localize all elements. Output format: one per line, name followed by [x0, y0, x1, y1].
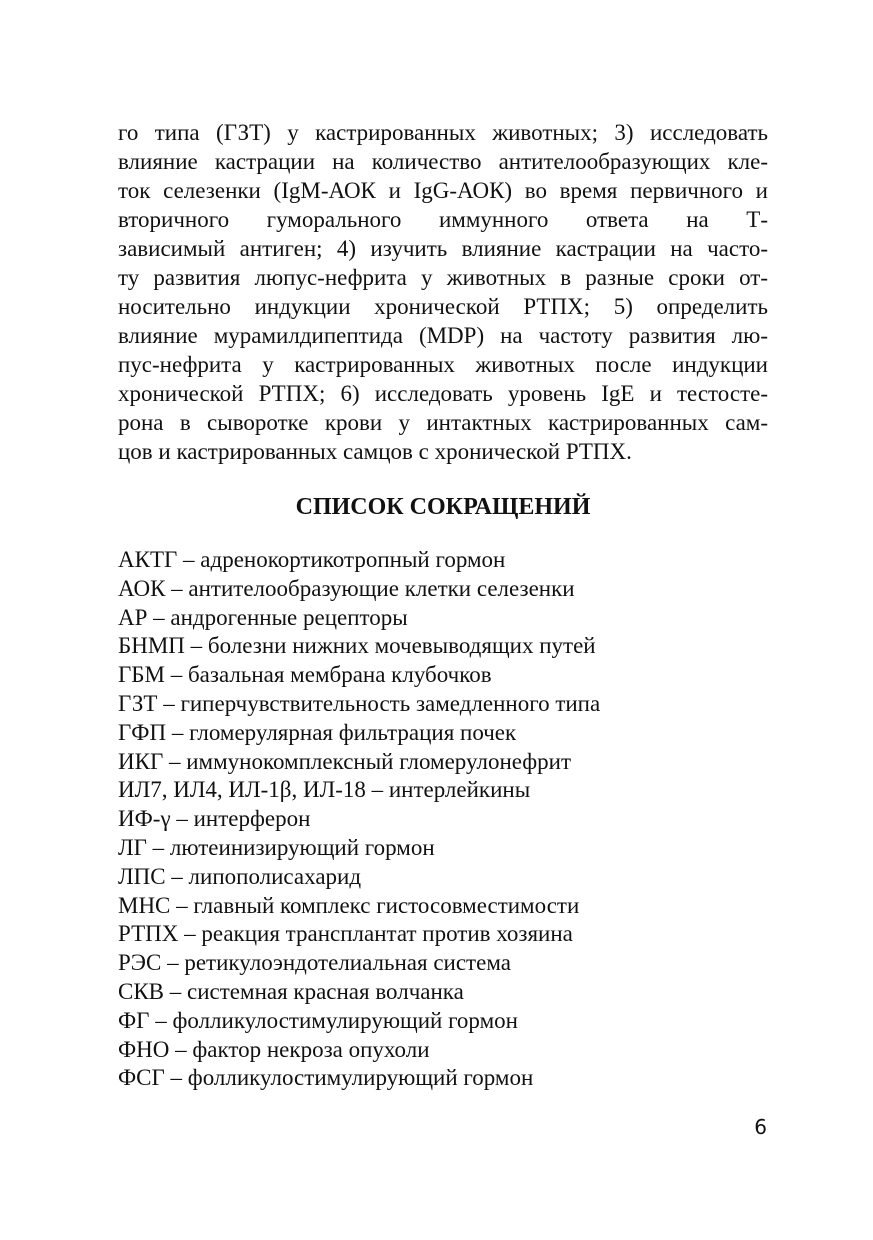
abbreviation-item: СКВ – системная красная волчанка — [118, 978, 464, 1004]
paragraph-line: цов и кастрированных самцов с хронической РТПХ. — [118, 439, 632, 464]
abbreviations-list — [118, 546, 768, 1093]
paragraph-line: пус-нефрита у кастрированных животных после индукции — [118, 352, 768, 377]
abbreviation-item: БНМП – болезни нижних мочевыводящих путей — [118, 633, 596, 659]
paragraph-line: рона в сыворотке крови у интактных кастрированных сам- — [118, 410, 768, 435]
abbreviation-item: ФНО – фактор некроза опухоли — [118, 1036, 430, 1062]
paragraph-line: влияние кастрации на количество антителообразующих кле- — [118, 149, 768, 174]
abbreviation-item: ЛПС – липополисахарид — [118, 863, 362, 889]
paragraph-line: носительно индукции хронической РТПХ; 5) определить — [118, 294, 768, 319]
abbreviation-item: АР – андрогенные рецепторы — [118, 604, 408, 630]
paragraph-line: зависимый антиген; 4) изучить влияние кастрации на часто- — [118, 236, 768, 261]
abbreviation-item: АКТГ – адренокортикотропный гормон — [118, 547, 506, 572]
abbreviation-item: АОК – антителообразующие клетки селезенки — [118, 575, 575, 601]
paragraph-line: го типа (ГЗТ) у кастрированных животных; 3) исследовать — [118, 120, 768, 145]
abbreviation-item: ИФ-γ – интерферон — [118, 806, 311, 832]
abbreviation-item: ГБМ – базальная мембрана клубочков — [118, 662, 492, 688]
paragraph-line: ток селезенки (IgM-АОК и IgG-АОК) во время первичного и — [118, 178, 768, 203]
paragraph-line: влияние мурамилдипептида (MDP) на частоту развития лю- — [118, 323, 768, 348]
abbreviation-item: РТПХ – реакция трансплантат против хозяина — [118, 921, 573, 947]
abbreviation-item: ИКГ – иммунокомплексный гломерулонефрит — [118, 748, 572, 774]
abbreviation-item: ЛГ – лютеинизирующий гормон — [118, 834, 435, 860]
abbreviation-item: ИЛ7, ИЛ4, ИЛ-1β, ИЛ-18 – интерлейкины — [118, 777, 531, 803]
abbreviation-item: ГФП – гломерулярная фильтрация почек — [118, 719, 517, 745]
page-number: 6 — [754, 1115, 767, 1139]
abbreviations-heading: СПИСОК СОКРАЩЕНИЙ — [295, 494, 591, 520]
abbreviation-item: ГЗТ – гиперчувствительность замедленного типа — [118, 690, 601, 716]
paragraph-line: ту развития люпус-нефрита у животных в разные сроки от- — [118, 265, 768, 290]
paragraph-line: хронической РТПХ; 6) исследовать уровень IgE и тестосте- — [118, 381, 768, 406]
intro-paragraph — [118, 118, 768, 466]
abbreviation-item: МНС – главный комплекс гистосовместимости — [118, 892, 580, 918]
abbreviation-item: РЭС – ретикулоэндотелиальная система — [118, 950, 511, 976]
abbreviation-item: ФСГ – фолликулостимулирующий гормон — [118, 1065, 534, 1091]
abbreviation-item: ФГ – фолликулостимулирующий гормон — [118, 1007, 518, 1033]
paragraph-line: вторичного гуморального иммунного ответа на Т- — [118, 207, 768, 232]
